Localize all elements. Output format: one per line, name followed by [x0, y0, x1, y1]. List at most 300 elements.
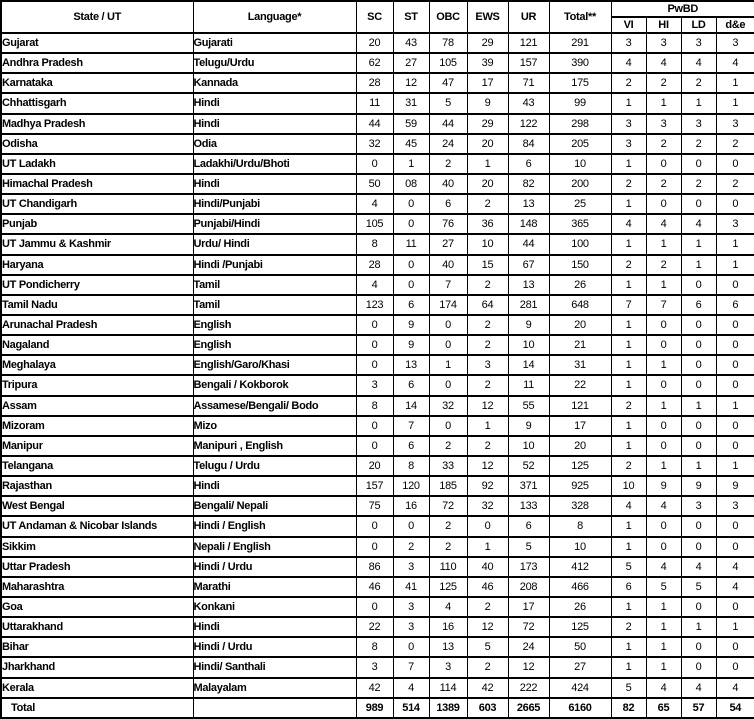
value-cell: 105 [429, 53, 467, 73]
table-row [1, 114, 754, 134]
value-cell: 36 [467, 214, 508, 234]
value-cell: 298 [549, 114, 611, 134]
total-row [1, 698, 754, 718]
value-cell: 22 [356, 617, 393, 637]
value-cell: 4 [681, 678, 716, 698]
value-cell: 26 [549, 275, 611, 295]
value-cell: 3 [611, 33, 646, 53]
value-cell: 0 [646, 416, 681, 436]
state-cell: Chhattisgarh [1, 93, 193, 113]
value-cell: 2 [611, 396, 646, 416]
state-cell: Bihar [1, 637, 193, 657]
value-cell: 121 [549, 396, 611, 416]
value-cell: 3 [681, 114, 716, 134]
header-de: d&e [716, 17, 754, 33]
value-cell: 17 [549, 416, 611, 436]
value-cell: 76 [429, 214, 467, 234]
value-cell: 328 [549, 496, 611, 516]
state-cell: Himachal Pradesh [1, 174, 193, 194]
value-cell: 9 [508, 315, 549, 335]
value-cell: 0 [356, 537, 393, 557]
value-cell: 0 [467, 516, 508, 536]
value-cell: 32 [356, 134, 393, 154]
value-cell: 62 [356, 53, 393, 73]
value-cell: 0 [356, 516, 393, 536]
value-cell: 1 [646, 456, 681, 476]
value-cell: 390 [549, 53, 611, 73]
value-cell: 0 [716, 516, 754, 536]
value-cell: 4 [611, 53, 646, 73]
state-cell: Jharkhand [1, 657, 193, 677]
value-cell: 6 [393, 436, 429, 456]
value-cell: 9 [467, 93, 508, 113]
value-cell: 1 [716, 93, 754, 113]
value-cell: 24 [429, 134, 467, 154]
value-cell: 1 [716, 255, 754, 275]
value-cell: 0 [716, 275, 754, 295]
value-cell: 1 [611, 315, 646, 335]
state-cell: UT Andaman & Nicobar Islands [1, 516, 193, 536]
value-cell: 0 [356, 154, 393, 174]
value-cell: 2 [393, 537, 429, 557]
value-cell: 6 [508, 516, 549, 536]
value-cell: 1 [646, 597, 681, 617]
value-cell: 120 [393, 476, 429, 496]
header-obc: OBC [429, 1, 467, 33]
value-cell: 1 [646, 657, 681, 677]
value-cell: 2 [467, 436, 508, 456]
value-cell: 92 [467, 476, 508, 496]
value-cell: 21 [549, 335, 611, 355]
table-row [1, 617, 754, 637]
value-cell: 71 [508, 73, 549, 93]
value-cell: 0 [681, 637, 716, 657]
value-cell: 26 [549, 597, 611, 617]
value-cell: 46 [356, 577, 393, 597]
value-cell: 200 [549, 174, 611, 194]
value-cell: 0 [393, 516, 429, 536]
table-row [1, 678, 754, 698]
value-cell: 185 [429, 476, 467, 496]
table-row [1, 496, 754, 516]
value-cell: 0 [356, 315, 393, 335]
value-cell: 0 [681, 154, 716, 174]
value-cell: 9 [393, 335, 429, 355]
value-cell: 0 [646, 154, 681, 174]
value-cell: 7 [646, 295, 681, 315]
value-cell: 4 [646, 214, 681, 234]
value-cell: 45 [393, 134, 429, 154]
language-cell: Hindi/ Santhali [193, 657, 356, 677]
value-cell: 1 [611, 657, 646, 677]
value-cell: 3 [467, 355, 508, 375]
language-cell: Punjabi/Hindi [193, 214, 356, 234]
table-row [1, 557, 754, 577]
value-cell: 14 [393, 396, 429, 416]
value-cell: 0 [681, 657, 716, 677]
value-cell: 11 [508, 375, 549, 395]
value-cell: 5 [508, 537, 549, 557]
value-cell: 20 [356, 456, 393, 476]
language-cell: Marathi [193, 577, 356, 597]
language-cell: Konkani [193, 597, 356, 617]
value-cell: 17 [508, 597, 549, 617]
value-cell: 16 [429, 617, 467, 637]
value-cell: 1 [611, 375, 646, 395]
value-cell: 291 [549, 33, 611, 53]
value-cell: 12 [393, 73, 429, 93]
value-cell: 0 [681, 375, 716, 395]
value-cell: 0 [646, 436, 681, 456]
value-cell: 2 [611, 617, 646, 637]
value-cell: 1 [681, 617, 716, 637]
value-cell: 1 [611, 194, 646, 214]
language-cell: Hindi [193, 93, 356, 113]
value-cell: 10 [549, 154, 611, 174]
value-cell: 41 [393, 577, 429, 597]
state-cell: Assam [1, 396, 193, 416]
value-cell: 2 [681, 174, 716, 194]
value-cell: 648 [549, 295, 611, 315]
value-cell: 122 [508, 114, 549, 134]
state-cell: Uttar Pradesh [1, 557, 193, 577]
value-cell: 114 [429, 678, 467, 698]
state-cell: Andhra Pradesh [1, 53, 193, 73]
state-cell: Manipur [1, 436, 193, 456]
table-row [1, 335, 754, 355]
value-cell: 44 [429, 114, 467, 134]
header-vi: VI [611, 17, 646, 33]
value-cell: 989 [356, 698, 393, 718]
language-cell: Malayalam [193, 678, 356, 698]
value-cell: 6 [716, 295, 754, 315]
value-cell: 1 [681, 255, 716, 275]
value-cell: 2 [611, 456, 646, 476]
value-cell: 1389 [429, 698, 467, 718]
value-cell: 4 [681, 557, 716, 577]
value-cell: 9 [508, 416, 549, 436]
value-cell: 4 [611, 496, 646, 516]
value-cell: 8 [356, 396, 393, 416]
table-row [1, 234, 754, 254]
table-row [1, 436, 754, 456]
language-cell: Odia [193, 134, 356, 154]
value-cell: 43 [508, 93, 549, 113]
value-cell: 0 [716, 375, 754, 395]
value-cell: 39 [467, 53, 508, 73]
value-cell: 4 [646, 678, 681, 698]
value-cell: 2 [429, 436, 467, 456]
value-cell: 105 [356, 214, 393, 234]
language-cell: Nepali / English [193, 537, 356, 557]
state-cell: UT Chandigarh [1, 194, 193, 214]
value-cell: 82 [611, 698, 646, 718]
value-cell: 27 [429, 234, 467, 254]
value-cell: 32 [429, 396, 467, 416]
value-cell: 5 [681, 577, 716, 597]
value-cell: 6 [393, 375, 429, 395]
value-cell: 16 [393, 496, 429, 516]
header-total: Total** [549, 1, 611, 33]
value-cell: 2 [716, 134, 754, 154]
value-cell: 412 [549, 557, 611, 577]
value-cell: 4 [716, 678, 754, 698]
value-cell: 1 [467, 154, 508, 174]
value-cell: 2 [467, 657, 508, 677]
value-cell: 1 [611, 537, 646, 557]
value-cell: 2 [429, 537, 467, 557]
value-cell: 2 [611, 174, 646, 194]
value-cell: 1 [467, 416, 508, 436]
value-cell: 0 [716, 315, 754, 335]
table-row [1, 577, 754, 597]
value-cell: 3 [716, 33, 754, 53]
table-row [1, 134, 754, 154]
value-cell: 150 [549, 255, 611, 275]
state-cell: Kerala [1, 678, 193, 698]
value-cell: 57 [681, 698, 716, 718]
language-cell: Kannada [193, 73, 356, 93]
value-cell: 29 [467, 33, 508, 53]
value-cell: 2 [611, 255, 646, 275]
value-cell: 46 [467, 577, 508, 597]
value-cell: 0 [393, 255, 429, 275]
value-cell: 3 [393, 557, 429, 577]
language-cell: Bengali / Kokborok [193, 375, 356, 395]
table-row [1, 53, 754, 73]
value-cell: 9 [681, 476, 716, 496]
value-cell: 20 [467, 174, 508, 194]
value-cell: 4 [716, 557, 754, 577]
value-cell: 0 [429, 375, 467, 395]
value-cell: 1 [681, 456, 716, 476]
value-cell: 3 [681, 496, 716, 516]
value-cell: 3 [393, 597, 429, 617]
value-cell: 2 [646, 255, 681, 275]
value-cell: 13 [508, 275, 549, 295]
value-cell: 0 [356, 335, 393, 355]
value-cell: 27 [393, 53, 429, 73]
value-cell: 6 [508, 154, 549, 174]
table-row [1, 315, 754, 335]
value-cell: 10 [467, 234, 508, 254]
value-cell: 4 [611, 214, 646, 234]
value-cell: 4 [429, 597, 467, 617]
value-cell: 11 [393, 234, 429, 254]
value-cell: 10 [549, 537, 611, 557]
value-cell: 3 [646, 114, 681, 134]
value-cell: 55 [508, 396, 549, 416]
value-cell: 0 [393, 194, 429, 214]
state-cell: UT Ladakh [1, 154, 193, 174]
state-cell: Maharashtra [1, 577, 193, 597]
table-row [1, 375, 754, 395]
value-cell: 2665 [508, 698, 549, 718]
value-cell: 371 [508, 476, 549, 496]
value-cell: 14 [508, 355, 549, 375]
value-cell: 208 [508, 577, 549, 597]
value-cell: 175 [549, 73, 611, 93]
value-cell: 0 [716, 416, 754, 436]
language-cell: Hindi / Urdu [193, 637, 356, 657]
value-cell: 72 [429, 496, 467, 516]
value-cell: 125 [549, 456, 611, 476]
value-cell: 8 [356, 234, 393, 254]
value-cell: 4 [716, 577, 754, 597]
value-cell: 28 [356, 73, 393, 93]
language-cell: Mizo [193, 416, 356, 436]
value-cell: 1 [611, 93, 646, 113]
value-cell: 86 [356, 557, 393, 577]
value-cell: 0 [716, 597, 754, 617]
value-cell: 466 [549, 577, 611, 597]
value-cell: 0 [646, 375, 681, 395]
value-cell: 0 [716, 154, 754, 174]
value-cell: 50 [356, 174, 393, 194]
value-cell: 7 [429, 275, 467, 295]
value-cell: 22 [549, 375, 611, 395]
state-cell: Tamil Nadu [1, 295, 193, 315]
value-cell: 157 [356, 476, 393, 496]
value-cell: 3 [356, 375, 393, 395]
value-cell: 0 [429, 335, 467, 355]
value-cell: 0 [356, 355, 393, 375]
value-cell: 33 [429, 456, 467, 476]
header-state-ut: State / UT [1, 1, 193, 33]
header-pwbd: PwBD [611, 1, 754, 17]
value-cell: 0 [716, 194, 754, 214]
value-cell: 6 [393, 295, 429, 315]
value-cell: 17 [467, 73, 508, 93]
table-row [1, 33, 754, 53]
value-cell: 0 [716, 335, 754, 355]
value-cell: 5 [467, 637, 508, 657]
table-row [1, 174, 754, 194]
state-cell: Punjab [1, 214, 193, 234]
language-cell: Manipuri , English [193, 436, 356, 456]
value-cell: 121 [508, 33, 549, 53]
value-cell: 100 [549, 234, 611, 254]
value-cell: 1 [611, 234, 646, 254]
value-cell: 0 [681, 537, 716, 557]
value-cell: 47 [429, 73, 467, 93]
value-cell: 0 [681, 315, 716, 335]
value-cell: 4 [646, 53, 681, 73]
value-cell: 0 [646, 194, 681, 214]
language-cell: Hindi [193, 114, 356, 134]
value-cell: 44 [356, 114, 393, 134]
value-cell: 40 [429, 174, 467, 194]
value-cell: 84 [508, 134, 549, 154]
value-cell: 6 [429, 194, 467, 214]
value-cell: 1 [716, 234, 754, 254]
value-cell: 0 [681, 597, 716, 617]
value-cell: 281 [508, 295, 549, 315]
value-cell: 40 [467, 557, 508, 577]
value-cell: 1 [611, 516, 646, 536]
table-row [1, 275, 754, 295]
value-cell: 9 [716, 476, 754, 496]
state-cell: Sikkim [1, 537, 193, 557]
value-cell: 15 [467, 255, 508, 275]
table-row [1, 194, 754, 214]
table-row [1, 355, 754, 375]
state-cell: Uttarakhand [1, 617, 193, 637]
value-cell: 20 [549, 436, 611, 456]
header-ld: LD [681, 17, 716, 33]
value-cell: 44 [508, 234, 549, 254]
table-row [1, 657, 754, 677]
value-cell: 2 [467, 335, 508, 355]
state-cell: Arunachal Pradesh [1, 315, 193, 335]
state-cell: Haryana [1, 255, 193, 275]
value-cell: 1 [716, 73, 754, 93]
value-cell: 82 [508, 174, 549, 194]
value-cell: 603 [467, 698, 508, 718]
value-cell: 0 [716, 637, 754, 657]
table-row [1, 597, 754, 617]
value-cell: 10 [611, 476, 646, 496]
language-cell: Hindi [193, 174, 356, 194]
value-cell: 0 [356, 416, 393, 436]
value-cell: 4 [646, 496, 681, 516]
value-cell: 2 [646, 73, 681, 93]
value-cell: 3 [356, 657, 393, 677]
value-cell: 2 [467, 315, 508, 335]
value-cell: 2 [429, 154, 467, 174]
value-cell: 1 [393, 154, 429, 174]
value-cell: 1 [681, 234, 716, 254]
value-cell: 0 [393, 214, 429, 234]
value-cell: 3 [681, 33, 716, 53]
value-cell: 0 [646, 315, 681, 335]
table-row [1, 73, 754, 93]
language-cell: English [193, 315, 356, 335]
value-cell: 2 [646, 134, 681, 154]
value-cell: 3 [611, 134, 646, 154]
language-cell: Telugu/Urdu [193, 53, 356, 73]
value-cell: 222 [508, 678, 549, 698]
state-cell: UT Jammu & Kashmir [1, 234, 193, 254]
value-cell: 0 [681, 416, 716, 436]
value-cell: 72 [508, 617, 549, 637]
value-cell: 3 [716, 496, 754, 516]
table-row [1, 295, 754, 315]
language-cell: English [193, 335, 356, 355]
state-cell: Tripura [1, 375, 193, 395]
state-cell: Rajasthan [1, 476, 193, 496]
value-cell: 0 [681, 275, 716, 295]
value-cell: 125 [429, 577, 467, 597]
value-cell: 2 [467, 275, 508, 295]
value-cell: 110 [429, 557, 467, 577]
header-ews: EWS [467, 1, 508, 33]
value-cell: 2 [467, 194, 508, 214]
value-cell: 2 [681, 134, 716, 154]
value-cell: 1 [646, 396, 681, 416]
value-cell: 174 [429, 295, 467, 315]
state-cell: Telangana [1, 456, 193, 476]
value-cell: 6160 [549, 698, 611, 718]
table-row [1, 255, 754, 275]
language-cell: Hindi / Urdu [193, 557, 356, 577]
table-row [1, 396, 754, 416]
value-cell: 2 [467, 375, 508, 395]
state-cell: Gujarat [1, 33, 193, 53]
value-cell: 10 [508, 335, 549, 355]
value-cell: 42 [356, 678, 393, 698]
value-cell: 3 [429, 657, 467, 677]
